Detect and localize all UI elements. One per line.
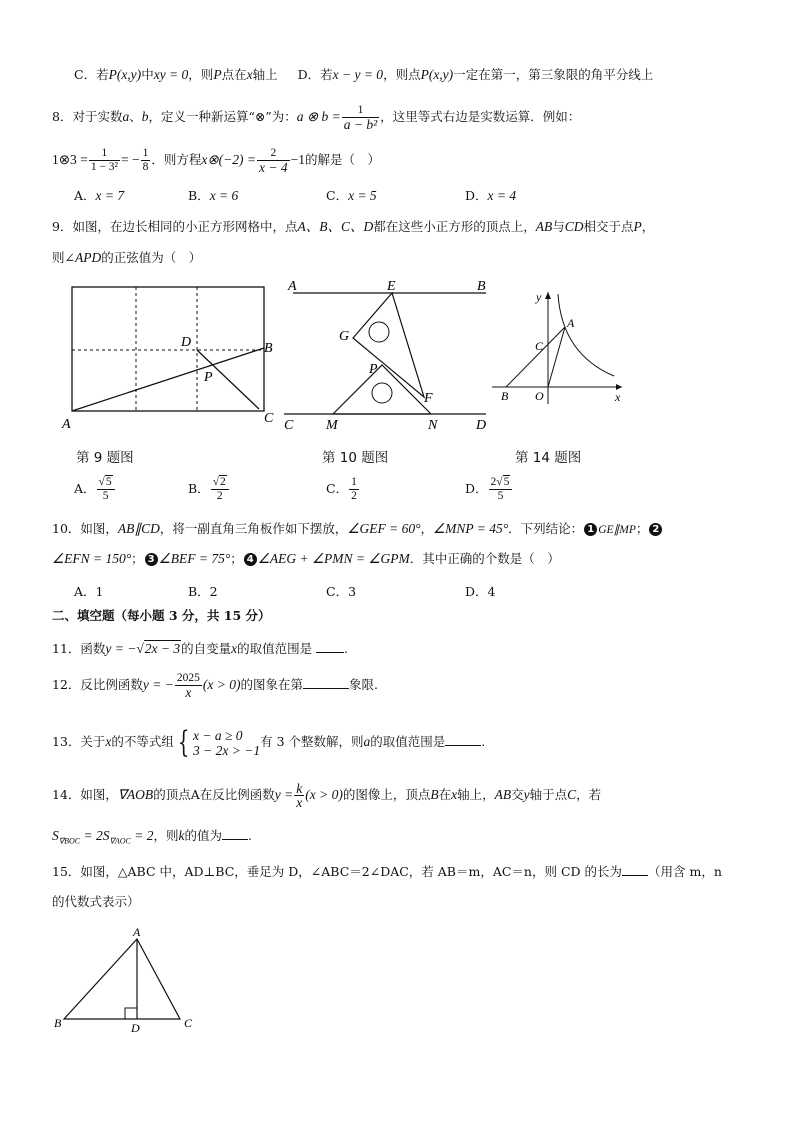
q10-line1 [52, 520, 663, 539]
math: ∠GEF = 60° [347, 521, 421, 536]
math: y = − [142, 677, 174, 692]
text: 有 3 个整数解，则 [260, 734, 364, 749]
text: 轴上 [252, 67, 278, 82]
math: −1 [290, 152, 305, 167]
label-g: G [339, 329, 350, 344]
math: k [178, 828, 185, 843]
text: ，则 [153, 828, 179, 843]
label-c: C [535, 339, 544, 353]
caption-fig10: 第 10 题图 [322, 450, 389, 466]
text: 中 [141, 67, 154, 82]
figure-10 [280, 276, 500, 432]
conclusion-4-marker: 4 [244, 553, 257, 566]
label: A． [74, 188, 96, 203]
q10-option-d[interactable]: D．4 [465, 584, 496, 599]
text: 8．对于实数 [52, 109, 123, 124]
text: 的取值范围是 [370, 734, 446, 749]
text: ； [230, 551, 243, 566]
numerator: 2025 [176, 672, 200, 684]
label-b: B [54, 1016, 62, 1030]
label-d: D [181, 335, 192, 350]
denominator: x − 4 [259, 160, 288, 175]
q11: 11．函数y = −√2x − 3的自变量x的取值范围是 . [52, 641, 349, 656]
label-b: B [477, 279, 486, 294]
fraction: $\frac{√2}{2}$ [211, 476, 229, 503]
label-p: P [369, 362, 378, 377]
conclusion-3-marker: 3 [145, 553, 158, 566]
text: 与 [552, 219, 565, 234]
math: x [231, 641, 238, 656]
q9-line1 [52, 218, 654, 236]
text: . [248, 828, 252, 843]
text: 的解是（ ） [305, 152, 381, 167]
text: 、 [129, 109, 142, 124]
right-angle-mark [125, 1008, 137, 1019]
label-x: x [615, 390, 621, 404]
math: ∇BOC [58, 836, 81, 846]
q8-option-b[interactable] [188, 186, 238, 204]
label-p: P [204, 370, 213, 385]
q15-line1 [52, 863, 722, 881]
label-m: M [326, 418, 338, 432]
text: ．则方程 [151, 152, 202, 167]
math: y = [274, 787, 294, 802]
label: D． [465, 188, 488, 203]
caption-fig9: 第 9 题图 [76, 450, 134, 466]
text: ，若 [576, 787, 602, 802]
label-a: A [288, 279, 297, 294]
math: xy = 0 [153, 67, 189, 82]
math: a ⊗ b = [296, 109, 341, 124]
math: = 2 [130, 828, 154, 843]
math: ∠AEG + ∠PMN = ∠GPM [257, 551, 410, 566]
text: 相交于点 [583, 219, 634, 234]
math: ∇AOB [117, 787, 154, 802]
math: C [567, 787, 577, 802]
answer-blank[interactable] [622, 863, 648, 876]
fraction [141, 147, 151, 174]
math: GE∥MP [598, 524, 636, 536]
text: 则∠ [52, 250, 75, 265]
label-c: C [184, 1016, 193, 1030]
math: x [246, 67, 253, 82]
text: ； [131, 551, 144, 566]
math: b [141, 109, 149, 124]
q13 [52, 722, 485, 762]
q7-optD-label: D．若 [297, 67, 333, 82]
numerator: 1 [142, 147, 149, 159]
label-n: N [428, 418, 438, 432]
q10-line2 [52, 550, 560, 568]
text: 点在 [221, 67, 247, 82]
math: B [430, 787, 439, 802]
denominator: 1 − 3² [90, 161, 118, 173]
text: 交 [511, 787, 524, 802]
text: 在反比例函数 [199, 787, 275, 802]
value: x = 7 [95, 188, 125, 203]
fraction: $\frac{2√5}{5}$ [489, 476, 513, 503]
math: AB [535, 219, 553, 234]
text: 的顶点 [153, 787, 191, 802]
fraction [349, 476, 359, 503]
inequality-2: 3 − 2x > −1 [193, 742, 261, 758]
q10-option-b[interactable]: B．2 [188, 584, 218, 599]
coefficient: 2 [490, 476, 497, 488]
figure-14 [486, 284, 628, 408]
fraction [257, 147, 290, 174]
text: 在 [438, 787, 452, 802]
conclusion-1-marker: 1 [584, 523, 597, 536]
text: ，则点 [383, 67, 421, 82]
math: y = − [105, 641, 137, 656]
answer-blank[interactable] [316, 640, 344, 653]
brace: { [177, 724, 190, 760]
math: S [52, 828, 59, 843]
figure-15 [50, 922, 200, 1034]
label: C． [326, 188, 349, 203]
label-o: O [535, 389, 544, 403]
text: ， [420, 521, 434, 536]
conclusion-2-marker: 2 [649, 523, 662, 536]
denominator: 8 [142, 161, 149, 173]
text: 的图像上，顶点 [342, 787, 431, 802]
label-a: A [567, 316, 575, 330]
label-d: D [476, 418, 487, 432]
inequality-system [193, 728, 260, 758]
text: ，定义一种新运算“⊗”为： [148, 109, 297, 124]
label-c: C [264, 411, 274, 426]
math: AB∥CD [117, 521, 160, 536]
numerator: 5 [105, 476, 112, 488]
denominator: 5 [102, 490, 109, 502]
denominator: a − b² [343, 117, 378, 132]
triangle-hole [372, 383, 392, 403]
triangle-hole [369, 322, 389, 342]
numerator: 2 [220, 476, 226, 488]
label: D． [465, 481, 488, 496]
text: 15．如图，△ABC 中，AD⊥BC，垂足为 D，∠ABC＝2∠DAC，若 AB＝m，AC＝n，则 CD 的长为 [52, 864, 623, 879]
numerator: 1 [89, 147, 120, 161]
text: 14．如图， [52, 787, 118, 802]
label-b: B [501, 389, 509, 403]
text: ， [641, 219, 655, 234]
caption-fig14: 第 14 题图 [515, 450, 582, 466]
math: P(x,y) [420, 67, 454, 82]
text: 都在这些小正方形的顶点上， [373, 219, 536, 234]
triangle-abc [64, 939, 180, 1019]
label-a: A [133, 925, 141, 939]
answer-blank[interactable] [303, 676, 349, 689]
text: 象限. [348, 677, 378, 692]
q9-option-b[interactable] [188, 476, 230, 503]
text: 的自变量 [181, 641, 232, 656]
section-2-heading: 二、填空题（每小题 3 分，共 15 分） [52, 608, 271, 623]
math: x − y = 0 [332, 67, 384, 82]
q10-option-a[interactable]: A．1 [74, 584, 104, 599]
math: 1⊗3 = [52, 152, 88, 167]
label: B． [188, 481, 210, 496]
numerator: k [296, 781, 303, 796]
text: ，将一副直角三角板作如下摆放， [159, 521, 348, 536]
math: AB [494, 787, 512, 802]
q8-option-a[interactable] [74, 186, 124, 204]
grid-border [72, 287, 264, 411]
text: 轴上， [457, 787, 495, 802]
q7-optC-label: C．若 [74, 67, 109, 82]
answer-blank[interactable] [222, 827, 248, 840]
q9-option-c[interactable] [326, 476, 360, 503]
math: A、B、C、D [297, 219, 374, 234]
q14-line2 [52, 827, 252, 851]
math: y [523, 787, 530, 802]
text: 一定在第一，第三象限的角平分线上 [453, 67, 654, 82]
text: 的正弦值为（ ） [101, 250, 202, 265]
inequality-1: x − a ≥ 0 [193, 727, 243, 743]
math: P(x,y) [108, 67, 142, 82]
q9-option-d[interactable] [465, 476, 513, 503]
label-d: D [131, 1021, 140, 1034]
y-axis-arrow [545, 292, 551, 299]
denominator: 2 [216, 490, 223, 502]
hyperbola [558, 294, 614, 376]
math: ∠BEF = 75° [158, 551, 231, 566]
text: ； [635, 521, 649, 536]
q10-option-c[interactable]: C．3 [326, 584, 357, 599]
value: x = 5 [348, 188, 377, 203]
text: . [481, 734, 486, 749]
denominator: x [185, 685, 192, 700]
text: 10．如图， [52, 521, 118, 536]
q12 [52, 672, 378, 699]
label: C． [326, 481, 349, 496]
text: 11．函数 [52, 641, 106, 656]
denominator: 5 [497, 490, 504, 502]
text: 13．关于 [52, 734, 106, 749]
math: ∇AOC [109, 836, 131, 846]
math: x⊗(−2) = [201, 152, 257, 167]
math: (x > 0) [202, 677, 241, 692]
text: 的不等式组 [111, 734, 174, 749]
answer-blank[interactable] [445, 733, 481, 746]
figure-9 [58, 280, 288, 430]
label: A． [74, 481, 96, 496]
label-a: A [62, 417, 71, 430]
label-c: C [284, 418, 294, 432]
numerator: 1 [342, 104, 379, 118]
text: （用含 m，n [648, 864, 722, 879]
label-f: F [424, 391, 433, 406]
denominator: x [296, 795, 303, 810]
segment-ab [72, 348, 264, 411]
math: a [122, 109, 130, 124]
fraction [342, 104, 379, 131]
text: 轴于点 [529, 787, 568, 802]
text: 12．反比例函数 [52, 677, 143, 692]
value: x = 4 [487, 188, 517, 203]
math: ∠EFN = 150° [52, 551, 132, 566]
text: ．其中正确的个数是（ ） [409, 551, 560, 566]
label-y: y [536, 290, 542, 304]
math: x [105, 734, 112, 749]
text: 的值为 [184, 828, 222, 843]
fraction: $\frac{√5}{5}$ [97, 476, 115, 503]
text: 的取值范围是 [237, 641, 313, 656]
math: CD [564, 219, 584, 234]
value: x = 6 [209, 188, 239, 203]
q9-line2 [52, 249, 201, 267]
math: (x > 0) [305, 787, 343, 802]
text: 9．如图，在边长相同的小正方形网格中，点 [52, 219, 298, 234]
fraction [175, 672, 202, 699]
q8-line2 [52, 147, 380, 174]
q9-option-a[interactable] [74, 476, 116, 503]
q7-options [74, 66, 653, 84]
fraction [89, 147, 120, 174]
math: x [451, 787, 458, 802]
denominator: 2 [351, 490, 357, 502]
numerator: 2 [257, 147, 290, 161]
triangle-gef [353, 293, 424, 397]
math: P [213, 67, 222, 82]
text: ．下列结论： [508, 521, 584, 536]
q14-line1 [52, 782, 601, 809]
q15-line2: 的代数式表示） [52, 894, 140, 909]
q8-option-d[interactable] [465, 186, 516, 204]
numerator: 1 [351, 476, 357, 488]
q8-option-c[interactable] [326, 186, 377, 204]
math: 2x − 3 [144, 641, 181, 656]
text: ，则 [188, 67, 214, 82]
text: A [190, 787, 200, 802]
text: ，这里等式右边是实数运算．例如： [380, 109, 581, 124]
math: a [363, 734, 371, 749]
math: = − [121, 152, 140, 167]
label-b: B [264, 341, 273, 356]
q8-line1 [52, 104, 580, 131]
numerator: 5 [503, 476, 510, 488]
math: APD [74, 250, 102, 265]
label-e: E [387, 279, 396, 294]
text: 的图象在第 [240, 677, 303, 692]
label: B． [188, 188, 210, 203]
math: = 2S [80, 828, 110, 843]
text: . [344, 641, 349, 656]
fraction [294, 782, 304, 809]
math: P [633, 219, 642, 234]
math: ∠MNP = 45° [433, 521, 509, 536]
